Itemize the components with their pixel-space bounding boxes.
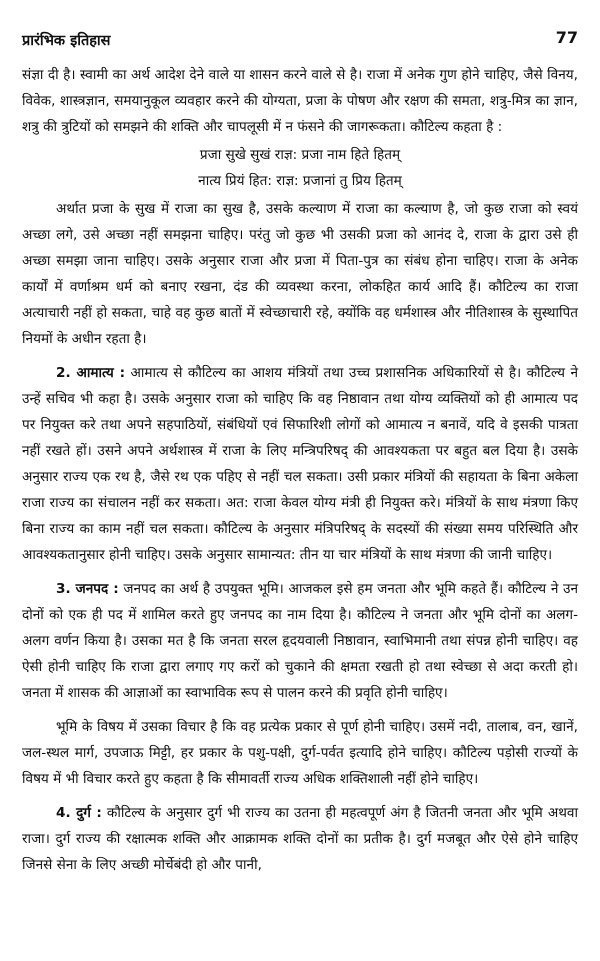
section-heading-durg: 4. दुर्ग :: [56, 805, 102, 821]
paragraph-amatya: [22, 360, 578, 568]
paragraph-durg-text: कौटिल्य के अनुसार दुर्ग भी राज्य का उतना ही महत्वपूर्ण अंग है जितनी जनता और भूमि अथवा राजा। दुर्ग राज्य की रक्षात्मक शक्ति और आक्रामक शक्ति दोनों का प्रतीक है। दुर्ग मजबूत और ऐसे होने चाहिए जिनसे सेना के लिए अच्छी मोर्चेबंदी हो और पानी,: [22, 805, 578, 873]
section-heading-janapada: 3. जनपद :: [56, 581, 119, 597]
page-header: [22, 30, 578, 54]
paragraph-amatya-text: आमात्य से कौटिल्य का आशय मंत्रियों तथा उच्च प्रशासनिक अधिकारियों से है। कौटिल्य ने उन्हें सचिव भी कहा है। उसके अनुसार राजा को चाहिए कि वह निष्ठावान तथा योग्य व्यक्तियों को ही आमात्य पद पर नियुक्त करे तथा अपने सहपाठियों, संबंधियों एवं सिफारिशी लोगों को आमात्य न बनावें, यदि वे इसकी पात्रता नहीं रखते हों। उसने अपने अर्थशास्त्र में राजा के लिए मन्त्रिपरिषद् की आवश्यकता पर बहुत बल दिया है। उसके अनुसार राज्य एक रथ है, जैसे रथ एक पहिए से नहीं चल सकता। उसी प्रकार मंत्रियों की सहायता के बिना अकेला राजा राज्य का संचालन नहीं कर सकता। अत: राजा केवल योग्य मंत्री ही नियुक्त करे। मंत्रियों के साथ मंत्रणा किए बिना राज्य का काम नहीं चल सकता। कौटिल्य के अनुसार मंत्रिपरिषद् के सदस्यों की संख्या समय परिस्थिति और आवश्यकतानुसार होनी चाहिए। उसके अनुसार सामान्यत: तीन या चार मंत्रियों के साथ मंत्रणा की जानी चाहिए।: [22, 365, 578, 563]
paragraph-verse-meaning: अर्थात प्रजा के सुख में राजा का सुख है, उसके कल्याण में राजा का कल्याण है, जो कुछ राजा को स्वयं अच्छा लगे, उसे अच्छा नहीं समझना चाहिए। परंतु जो कुछ भी उसकी प्रजा को आनंद दे, राजा के द्वारा उसे ही अच्छा समझा जाना चाहिए। उसके अनुसार राजा और प्रजा में पिता-पुत्र का संबंध होना चाहिए। राजा के अनेक कार्यों में वर्णाश्रम धर्म को बनाए रखना, दंड की व्यवस्था करना, लोकहित कार्य आदि हैं। कौटिल्य का राजा अत्याचारी नहीं हो सकता, चाहे वह कुछ बातों में स्वेच्छाचारी रहे, क्योंकि वह धर्मशास्त्र और नीतिशास्त्र के सुस्थापित नियमों के अधीन रहता है।: [22, 201, 578, 347]
section-heading-amatya: 2. आमात्य :: [56, 365, 126, 381]
sanskrit-verse-line-1: प्रजा सुखे सुखं राज्ञ: प्रजा नाम हिते हितम्: [199, 147, 401, 163]
running-title: प्रारंभिक इतिहास: [22, 33, 111, 49]
paragraph-swami: संज्ञा दी है। स्वामी का अर्थ आदेश देने वाले या शासन करने वाले से है। राजा में अनेक गुण होने चाहिए, जैसे विनय, विवेक, शास्त्रज्ञान, समयानुकूल व्यवहार करने की योग्यता, प्रजा के पोषण और रक्षण की समता, शत्रु-मित्र का ज्ञान, शत्रु की त्रुटियों को समझने की शक्ति और चापलूसी में न फंसने की जागरूकता। कौटिल्य कहता है :: [22, 67, 578, 135]
sanskrit-verse-line-2: नात्य प्रियं हित: राज्ञ: प्रजानां तु प्रिय हितम्: [198, 173, 402, 189]
page-body: [22, 62, 578, 878]
paragraph-janapada-text: जनपद का अर्थ है उपयुक्त भूमि। आजकल इसे हम जनता और भूमि कहते हैं। कौटिल्य ने उन दोनों को एक ही पद में शामिल करते हुए जनपद का नाम दिया है। कौटिल्य ने जनता और भूमि दोनों का अलग-अलग वर्णन किया है। उसका मत है कि जनता सरल हृदयवाली निष्ठावान, स्वाभिमानी तथा संपन्न होनी चाहिए। वह ऐसी होनी चाहिए कि राजा द्वारा लगाए गए करों को चुकाने की क्षमता रखती हो तथा स्वेच्छा से अदा करती हो। जनता में शासक की आज्ञाओं का स्वाभाविक रूप से पालन करने की प्रवृति होनी चाहिए।: [22, 581, 578, 701]
paragraph-bhoomi: भूमि के विषय में उसका विचार है कि वह प्रत्येक प्रकार से पूर्ण होनी चाहिए। उसमें नदी, तालाब, वन, खानें, जल-स्थल मार्ग, उपजाऊ मिट्टी, हर प्रकार के पशु-पक्षी, दुर्ग-पर्वत इत्यादि होने चाहिए। कौटिल्य पड़ोसी राज्यों के विषय में भी विचार करते हुए कहता है कि सीमावर्ती राज्य अधिक शक्तिशाली नहीं होने चाहिए।: [22, 719, 578, 787]
paragraph-janapada: [22, 576, 578, 706]
paragraph-durg: [22, 800, 578, 878]
page-number: 77: [555, 28, 578, 47]
